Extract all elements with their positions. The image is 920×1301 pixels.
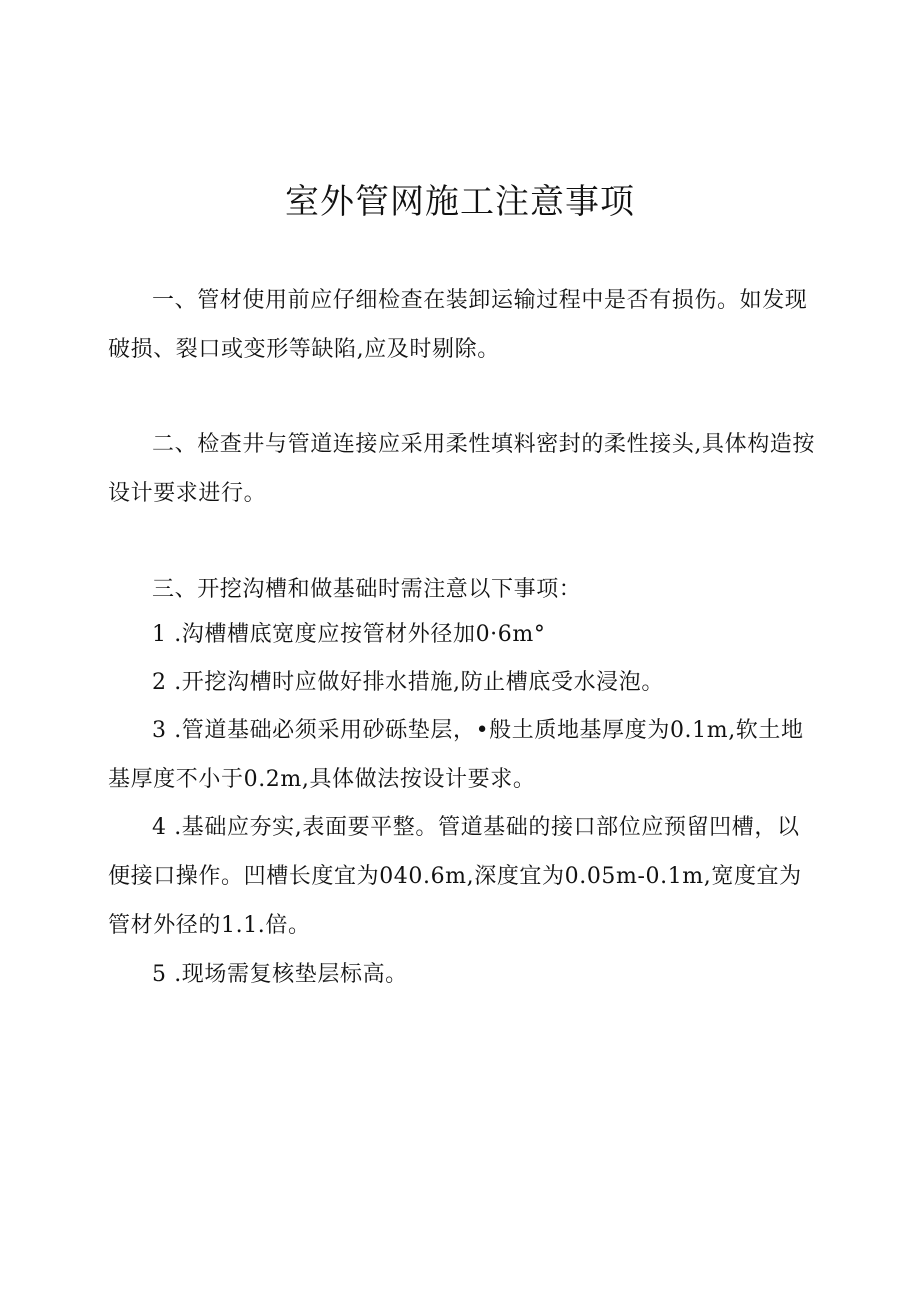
list-item-drainage: 2 .开挖沟槽时应做好排水措施,防止槽底受水浸泡。 (152, 670, 664, 695)
list-item-check-elevation: 5 .现场需复核垫层标高。 (152, 962, 408, 987)
list-item-foundation-groove: 4 .基础应夯实,表面要平整。管道基础的接口部位应预留凹槽，以便接口操作。凹槽长度宜为040.6m,深度宜为0.05m-0.1m,宽度宜为管材外径的1.1.倍。 (108, 815, 802, 938)
paragraph-inspect-pipes: 一、管材使用前应仔细检查在装卸运输过程中是否有损伤。如发现破损、裂口或变形等缺陷,应及时剔除。 (108, 288, 808, 362)
document-title: 室外管网施工注意事项 (285, 182, 635, 222)
list-item-trench-width: 1 .沟槽槽底宽度应按管材外径加0·6m° (152, 622, 546, 647)
paragraph-flexible-joint: 二、检查井与管道连接应采用柔性填料密封的柔性接头,具体构造按设计要求进行。 (108, 432, 815, 506)
paragraph-trench-notes-heading: 三、开挖沟槽和做基础时需注意以下事项： (152, 577, 582, 602)
list-item-gravel-bedding: 3 .管道基础必须采用砂砾垫层，•般土质地基厚度为0.1m,软土地基厚度不小于0.2m,具体做法按设计要求。 (108, 718, 804, 792)
